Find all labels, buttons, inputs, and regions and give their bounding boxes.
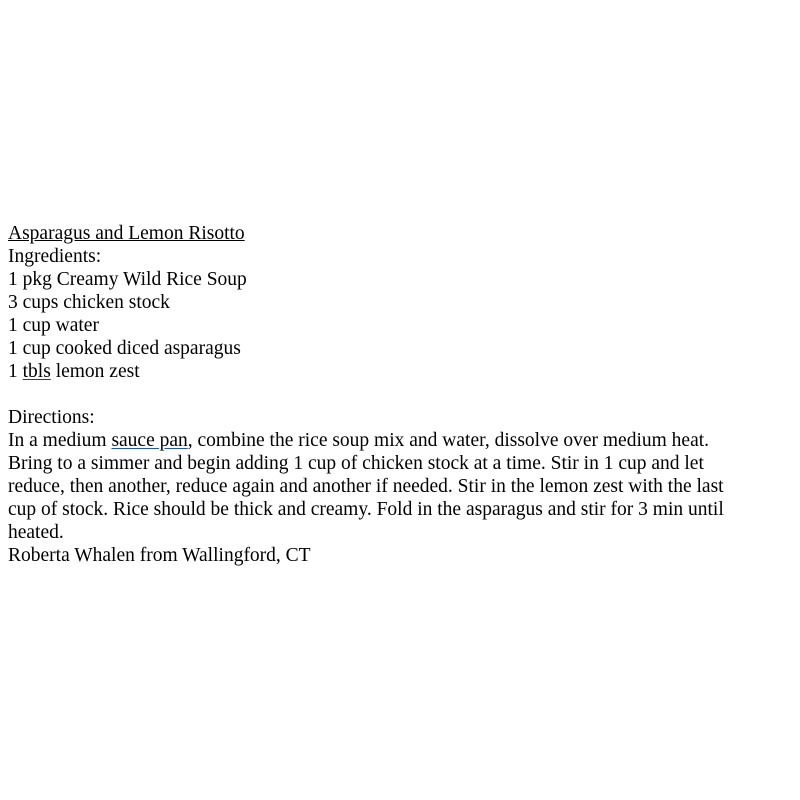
directions-text-body: , combine the rice soup mix and water, dissolve over medium heat. Bring to a simmer and begin adding 1 cup of chicken stock at a time. Stir in 1 cup and let reduce, then another, reduce again and another if needed. Stir in the lemon zest with the last cup of stock. Rice should be thick and creamy. Fold in the asparagus and stir for 3 min until heated. <box>8 430 724 543</box>
ingredient-line <box>8 360 748 383</box>
document-body <box>8 222 748 567</box>
ingredient-line: 1 cup water <box>8 315 99 336</box>
ingredient-line: 1 cup cooked diced asparagus <box>8 338 241 359</box>
recipe-title: Asparagus and Lemon Risotto <box>8 223 245 244</box>
directions-text-prefix: In a medium <box>8 430 112 451</box>
ingredient-text-suffix: lemon zest <box>50 361 140 382</box>
directions-paragraph <box>8 429 748 544</box>
grammar-error-sauce-pan: sauce pan <box>111 430 188 451</box>
spelling-error-tbls: tbls <box>22 361 51 382</box>
ingredient-text-prefix: 1 <box>8 361 23 382</box>
ingredient-line: 1 pkg Creamy Wild Rice Soup <box>8 269 247 290</box>
blank-line <box>8 383 748 406</box>
attribution-line: Roberta Whalen from Wallingford, CT <box>8 545 311 566</box>
directions-heading: Directions: <box>8 407 95 428</box>
ingredient-line: 3 cups chicken stock <box>8 292 170 313</box>
ingredients-heading: Ingredients: <box>8 246 102 267</box>
